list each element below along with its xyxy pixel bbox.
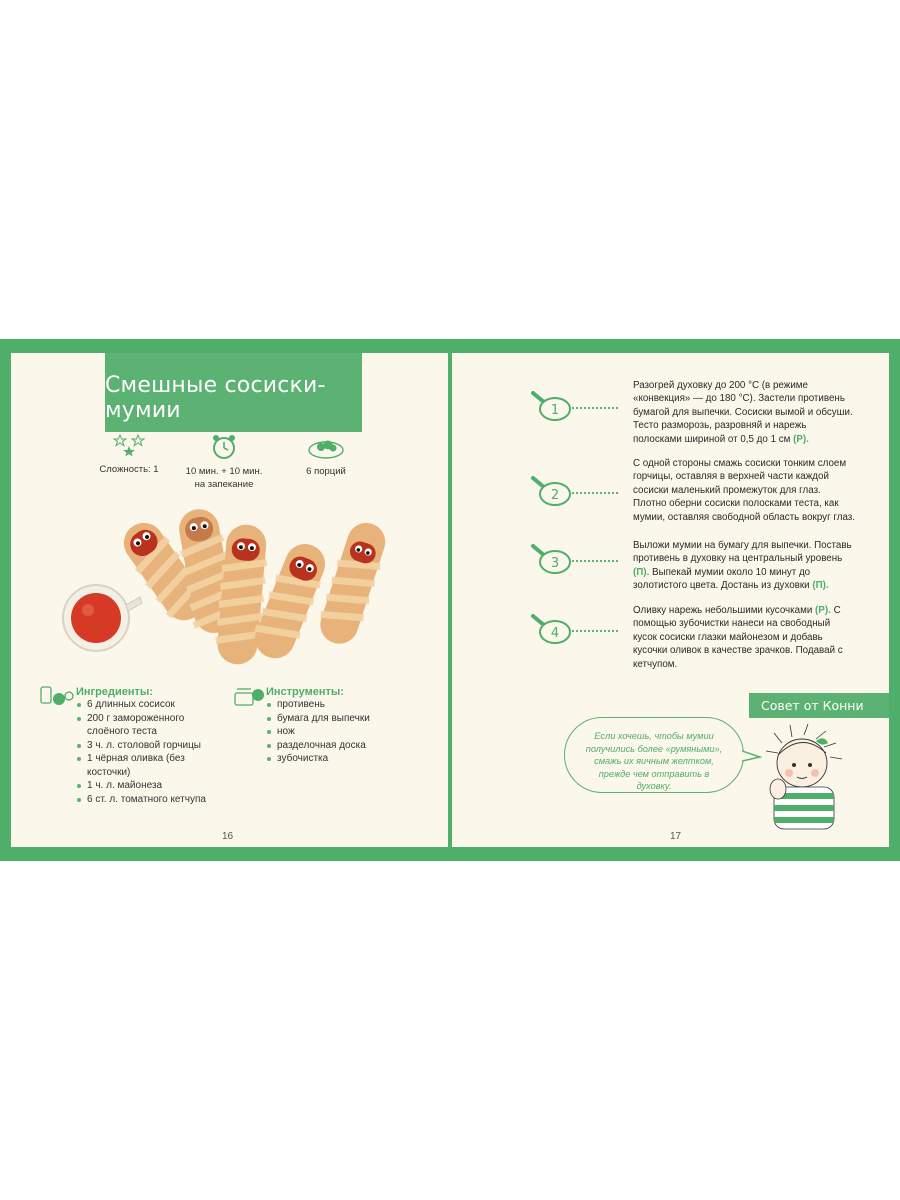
stars-icon: [109, 433, 149, 459]
step-body: Разогрей духовку до 200 °С (в режиме «конвекция» — до 180 °С). Застели противень бумагой для выпечки. Сосиски вымой и обсуши. Тесто разморозь, разровняй и нарежь полосками шириной от 0,5 до 1 см: [633, 380, 853, 445]
connie-illustration: [752, 723, 862, 833]
step-text: С одной стороны смажь сосиски тонким слоем горчицы, оставляя в верхней части каждой сосиски маленький промежуток для глаз. Плотно оберни сосиски полосками теста, как мумии, оставляя свободной область вокруг глаз.: [633, 458, 855, 523]
page-number-right: 17: [670, 831, 682, 842]
dotted-connector: [572, 492, 618, 494]
step-mark: (Р).: [815, 605, 831, 616]
pan-icon: [529, 544, 573, 574]
difficulty-label: Сложность: 1: [99, 464, 159, 475]
alarm-clock-icon: [210, 433, 238, 461]
ingredients-list: [76, 698, 226, 806]
step-body: С помощью зубочистки нанеси на свободный кусок сосиски глазки майонезом и добавь кусочки оливок в качестве зрачков. Подавай с кетчупом.: [633, 605, 843, 670]
step-number: 3: [550, 556, 560, 571]
step-number: 1: [550, 403, 560, 418]
step-number: 2: [550, 488, 560, 503]
tools-heading: Инструменты:: [266, 686, 344, 698]
step-mark: (П).: [812, 580, 829, 592]
list-item: разделочная доска: [266, 739, 406, 753]
tip-banner: Совет от Конни: [749, 693, 889, 718]
step-number: 4: [550, 626, 560, 641]
time-line1: 10 мин. + 10 мин.: [185, 466, 263, 477]
list-item: зубочистка: [266, 752, 406, 766]
list-item: противень: [266, 698, 406, 712]
pan-icon: [529, 391, 573, 421]
pan-icon: [529, 614, 573, 644]
ingredients-heading: Ингредиенты:: [76, 686, 153, 698]
list-item: бумага для выпечки: [266, 712, 406, 726]
mummy-sausage: [313, 517, 392, 649]
recipe-title: Смешные сосиски-мумии: [105, 372, 326, 423]
step-text: [633, 539, 855, 593]
right-page: [452, 353, 889, 847]
dotted-connector: [572, 407, 618, 409]
step-body: Оливку нарежь небольшими кусочками: [633, 605, 813, 616]
list-item: 3 ч. л. столовой горчицы: [76, 739, 226, 753]
list-item: 200 г замороженного слоёного теста: [76, 712, 226, 739]
tools-icon: [233, 683, 267, 709]
dotted-connector: [572, 630, 618, 632]
plate-icon: [307, 433, 345, 461]
list-item: 6 длинных сосисок: [76, 698, 226, 712]
page-number-left: 16: [222, 831, 234, 842]
list-item: 1 чёрная оливка (без косточки): [76, 752, 226, 779]
list-item: 1 ч. л. майонеза: [76, 779, 226, 793]
pan-icon: [529, 476, 573, 506]
servings-label: 6 порций: [306, 466, 346, 477]
ketchup-bowl: [63, 585, 142, 651]
list-item: 6 ст. л. томатного кетчупа: [76, 793, 226, 807]
title-banner: [105, 353, 362, 432]
step-text: [633, 379, 855, 446]
servings-info: [296, 433, 356, 478]
list-item: нож: [266, 725, 406, 739]
book-spread: [0, 339, 900, 861]
time-info: [179, 433, 269, 491]
step-mark: (П).: [633, 566, 650, 578]
tools-list: [266, 698, 406, 766]
step-text: [633, 604, 855, 671]
mummy-sausages-illustration: [56, 493, 396, 683]
tools-section: [266, 686, 406, 766]
left-page: [11, 353, 448, 847]
difficulty-info: [99, 433, 159, 476]
step-body: Выпекай мумии около 10 минут до золотистого цвета. Достань из духовки: [633, 566, 811, 592]
dotted-connector: [572, 560, 618, 562]
step-body: Выложи мумии на бумагу для выпечки. Поставь противень в духовку на центральный уровень: [633, 540, 852, 565]
ingredients-icon: [39, 681, 75, 707]
tip-bubble: Если хочешь, чтобы мумии получились более «румяными», смажь их яичным желтком, прежде чем отправить в духовку.: [564, 717, 744, 793]
step-mark: (Р).: [793, 433, 809, 445]
ingredients-section: [76, 686, 226, 806]
time-line2: на запекание: [194, 479, 254, 490]
